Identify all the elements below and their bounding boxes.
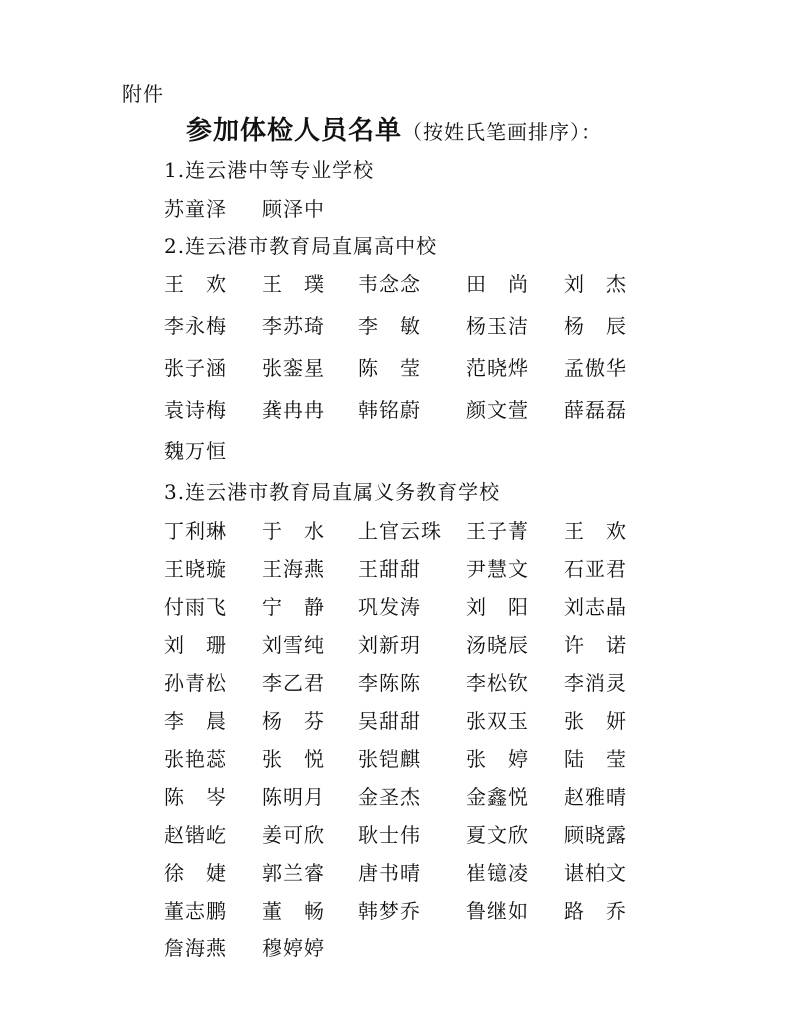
person-name: 石亚君 (564, 557, 627, 581)
person-name: 赵锴屹 (164, 823, 227, 847)
person-name: 郭兰睿 (262, 861, 325, 885)
person-name: 董 畅 (262, 899, 325, 923)
name-row (164, 819, 784, 849)
person-name: 陆 莹 (564, 747, 627, 771)
person-name: 谌柏文 (564, 861, 627, 885)
document-title (186, 110, 602, 147)
person-name: 王 璞 (262, 272, 325, 296)
section-heading: 1.连云港中等专业学校 (164, 158, 375, 182)
person-name: 李 敏 (358, 314, 421, 338)
person-name: 詹海燕 (164, 936, 227, 960)
section-heading: 3.连云港市教育局直属义务教育学校 (164, 480, 501, 504)
name-row (164, 352, 784, 382)
person-name: 李松钦 (466, 671, 529, 695)
person-name: 徐 婕 (164, 861, 227, 885)
person-name: 于 水 (262, 519, 325, 543)
person-name: 尹慧文 (466, 557, 529, 581)
person-name: 丁利琳 (164, 519, 227, 543)
name-row (164, 705, 784, 735)
person-name: 付雨飞 (164, 595, 227, 619)
person-name: 陈明月 (262, 785, 325, 809)
name-row (164, 743, 784, 773)
person-name: 董志鹏 (164, 899, 227, 923)
person-name: 苏童泽 (164, 197, 227, 221)
person-name: 孟傲华 (564, 356, 627, 380)
name-row (164, 268, 784, 298)
person-name: 张 婷 (466, 747, 529, 771)
person-name: 李 晨 (164, 709, 227, 733)
person-name: 金圣杰 (358, 785, 421, 809)
person-name: 王 欢 (164, 272, 227, 296)
name-row (164, 932, 784, 962)
person-name: 李永梅 (164, 314, 227, 338)
person-name: 陈 莹 (358, 356, 421, 380)
person-name: 韩梦乔 (358, 899, 421, 923)
person-name: 金鑫悦 (466, 785, 529, 809)
attachment-label: 附件 (122, 82, 164, 106)
person-name: 杨 辰 (564, 314, 627, 338)
person-name: 耿士伟 (358, 823, 421, 847)
person-name: 张 妍 (564, 709, 627, 733)
name-row (164, 515, 784, 545)
person-name: 刘 阳 (466, 595, 529, 619)
person-name: 姜可欣 (262, 823, 325, 847)
person-name: 袁诗梅 (164, 398, 227, 422)
person-name: 巩发涛 (358, 595, 421, 619)
person-name: 刘 杰 (564, 272, 627, 296)
name-row (164, 857, 784, 887)
person-name: 刘 珊 (164, 633, 227, 657)
person-name: 崔镱凌 (466, 861, 529, 885)
person-name: 穆婷婷 (262, 936, 325, 960)
name-row (164, 781, 784, 811)
person-name: 汤晓辰 (466, 633, 529, 657)
person-name: 宁 静 (262, 595, 325, 619)
person-name: 王海燕 (262, 557, 325, 581)
person-name: 上官云珠 (358, 519, 442, 543)
person-name: 王 欢 (564, 519, 627, 543)
person-name: 鲁继如 (466, 899, 529, 923)
person-name: 张艳蕊 (164, 747, 227, 771)
person-name: 陈 岑 (164, 785, 227, 809)
name-row (164, 895, 784, 925)
person-name: 张子涵 (164, 356, 227, 380)
person-name: 王甜甜 (358, 557, 421, 581)
person-name: 龚冉冉 (262, 398, 325, 422)
name-row (164, 394, 784, 424)
person-name: 魏万恒 (164, 439, 227, 463)
person-name: 唐书晴 (358, 861, 421, 885)
person-name: 杨玉洁 (466, 314, 529, 338)
person-name: 张铠麒 (358, 747, 421, 771)
person-name: 李消灵 (564, 671, 627, 695)
person-name: 夏文欣 (466, 823, 529, 847)
person-name: 顾泽中 (262, 197, 325, 221)
name-row (164, 193, 784, 223)
person-name: 赵雅晴 (564, 785, 627, 809)
title-note: （按姓氏笔画排序）： (402, 120, 603, 144)
person-name: 孙青松 (164, 671, 227, 695)
person-name: 许 诺 (564, 633, 627, 657)
name-row (164, 629, 784, 659)
person-name: 王晓璇 (164, 557, 227, 581)
person-name: 顾晓露 (564, 823, 627, 847)
name-row (164, 553, 784, 583)
name-row (164, 591, 784, 621)
person-name: 田 尚 (466, 272, 529, 296)
person-name: 杨 芬 (262, 709, 325, 733)
person-name: 张銮星 (262, 356, 325, 380)
person-name: 王子菁 (466, 519, 529, 543)
person-name: 张双玉 (466, 709, 529, 733)
section-heading: 2.连云港市教育局直属高中校 (164, 234, 438, 258)
person-name: 刘志晶 (564, 595, 627, 619)
person-name: 刘新玥 (358, 633, 421, 657)
person-name: 李苏琦 (262, 314, 325, 338)
person-name: 范晓烨 (466, 356, 529, 380)
person-name: 吴甜甜 (358, 709, 421, 733)
name-row (164, 667, 784, 697)
person-name: 刘雪纯 (262, 633, 325, 657)
person-name: 张 悦 (262, 747, 325, 771)
person-name: 颜文萱 (466, 398, 529, 422)
person-name: 李陈陈 (358, 671, 421, 695)
name-row (164, 310, 784, 340)
person-name: 薛磊磊 (564, 398, 627, 422)
name-row (164, 435, 784, 465)
title-main: 参加体检人员名单 (186, 116, 403, 146)
person-name: 路 乔 (564, 899, 627, 923)
person-name: 韦念念 (358, 272, 421, 296)
person-name: 李乙君 (262, 671, 325, 695)
person-name: 韩铭蔚 (358, 398, 421, 422)
